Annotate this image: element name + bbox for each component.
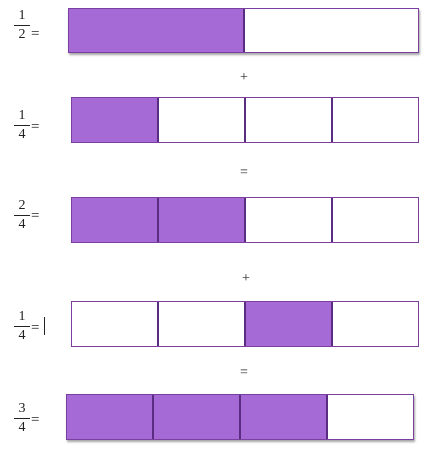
- operator-2: =: [240, 165, 248, 180]
- operator-1: +: [240, 70, 248, 85]
- fraction-bar-1: [68, 8, 419, 53]
- fraction-4-numerator: 1: [18, 309, 26, 324]
- fraction-2: [14, 108, 30, 143]
- fraction-5-numerator: 3: [18, 401, 26, 416]
- fraction-2-equals: =: [31, 119, 40, 135]
- fraction-1-bar: [14, 25, 30, 26]
- unshaded-part: [157, 302, 244, 346]
- unshaded-part: [326, 395, 413, 439]
- fraction-3-equals: =: [31, 208, 40, 224]
- fraction-1-denominator: 2: [18, 27, 26, 42]
- shaded-part: [72, 198, 157, 242]
- unshaded-part: [244, 198, 331, 242]
- fraction-4: [14, 309, 30, 344]
- unshaded-part: [331, 198, 418, 242]
- fraction-4-denominator: 4: [18, 328, 26, 343]
- fraction-4-bar: [14, 326, 30, 327]
- shaded-part: [72, 98, 157, 142]
- shaded-part: [67, 395, 152, 439]
- shaded-part: [157, 198, 244, 242]
- fraction-1: [14, 8, 30, 43]
- fraction-5: [14, 401, 30, 436]
- operator-4: =: [240, 365, 248, 380]
- shaded-part: [244, 302, 331, 346]
- fraction-bar-5: [66, 394, 414, 440]
- unshaded-part: [72, 302, 157, 346]
- fraction-2-bar: [14, 125, 30, 126]
- text-cursor: [44, 317, 45, 335]
- shaded-part: [239, 395, 326, 439]
- operator-3: +: [242, 271, 250, 286]
- unshaded-part: [243, 9, 419, 52]
- unshaded-part: [244, 98, 331, 142]
- fraction-2-denominator: 4: [18, 127, 26, 142]
- fraction-1-numerator: 1: [18, 8, 26, 23]
- fraction-1-equals: =: [31, 26, 40, 42]
- fraction-3-denominator: 4: [18, 217, 26, 232]
- shaded-part: [69, 9, 243, 52]
- fraction-bar-4: [71, 301, 419, 347]
- fraction-bar-3: [71, 197, 419, 243]
- fraction-3: [14, 198, 30, 233]
- fraction-5-bar: [14, 418, 30, 419]
- fraction-5-equals: =: [31, 412, 40, 428]
- shaded-part: [152, 395, 239, 439]
- fraction-3-bar: [14, 215, 30, 216]
- unshaded-part: [331, 98, 418, 142]
- fraction-2-numerator: 1: [18, 108, 26, 123]
- fraction-5-denominator: 4: [18, 420, 26, 435]
- unshaded-part: [157, 98, 244, 142]
- fraction-4-equals: =: [31, 320, 40, 336]
- fraction-3-numerator: 2: [18, 198, 26, 213]
- unshaded-part: [331, 302, 418, 346]
- fraction-bar-2: [71, 97, 419, 143]
